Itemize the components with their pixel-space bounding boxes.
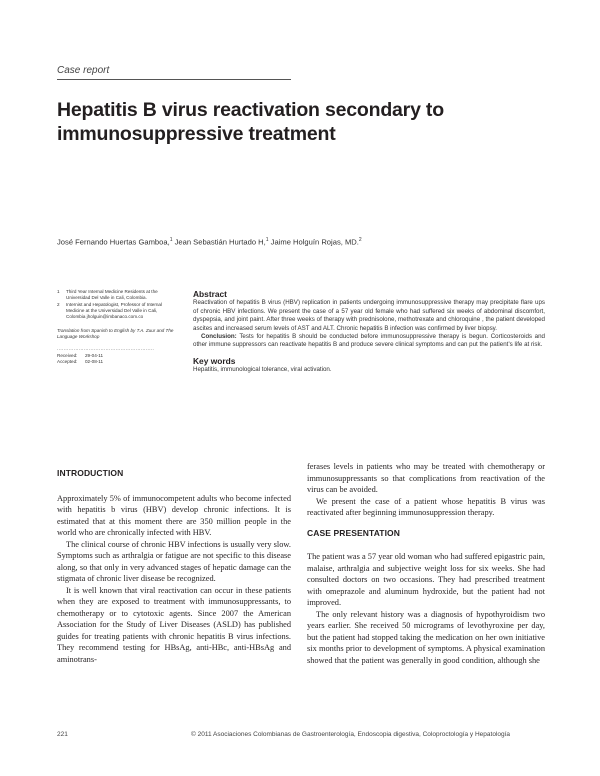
author-list: [57, 235, 537, 248]
conclusion-text: Tests for hepatitis B should be conducted before immunosuppressive therapy is begun. Corticosteroids and other immune suppressors can reactivate hepatitis B and produce severe clinical symptoms and can put the patient’s life at risk.: [193, 333, 545, 349]
copyright-notice: © 2011 Asociaciones Colombianas de Gastroenterología, Endoscopia digestiva, Coloproctología y Hepatología: [191, 731, 511, 738]
body-paragraph: The patient was a 57 year old woman who had suffered epigastric pain, malaise, arthralgia and subjective weight loss for six weeks. She had consulted doctors on two occasions. They had prescribed treatment with omeprazole and aluminum hydroxide, but the patient had not improved.: [307, 552, 545, 607]
abstract-body: Reactivation of hepatitis B virus (HBV) replication in patients undergoing immunosuppressive therapy may precipitate flare ups of chronic HBV infections. We present the case of a 57 year old female who had suffered six weeks of abdominal discomfort, dyspepsia, and joint paint. After three weeks of therapy with prednisolone, methotrexate and chloroquine , the patient developed ascites and increased serum levels of AST and ALT. Chronic hepatitis B infection was confirmed by liver biopsy.: [193, 299, 545, 332]
body-paragraph: ferases levels in patients who may be treated with chemotherapy or immunosuppressants so that complications from reactivation of the virus can be avoided.: [307, 462, 545, 494]
affiliation-text: Internist and Hepatologist, Professor of Internal Medicine at the Universidad Del Valle in Cali, Colombia jholguin@imbanaco.com.co: [66, 302, 163, 319]
accepted-date: 02-08-11: [85, 359, 104, 364]
affiliation-number: 2: [57, 302, 60, 307]
body-paragraph: Approximately 5% of immunocompetent adults who become infected with hepatitis b virus (HBV) develop chronic infections. It is estimated that at this moment there are 350 million people in the world who are chronically infected with HBV.: [57, 493, 291, 537]
author-name: Jean Sebastián Hurtado H,: [172, 237, 266, 247]
introduction-heading: INTRODUCTION: [57, 468, 124, 478]
page-number: 221: [57, 731, 68, 738]
case-presentation-heading: CASE PRESENTATION: [307, 527, 401, 538]
received-label: Received:: [57, 353, 78, 358]
author-affiliation-mark: 1: [169, 237, 173, 243]
body-paragraph: The clinical course of chronic HBV infections is usually very slow. Symptoms such as arthralgia or fatigue are not specific to this disease along, so that only in very advanced stages of hepatic damage can the stigmata of chronic liver disease be recognized.: [57, 539, 291, 583]
section-label: Case report: [57, 65, 110, 76]
body-paragraph: It is well known that viral reactivation can occur in these patients when they are exposed to treatment with immunosuppressants, to chemotherapy or to cytotoxic agents. Since 2007 the American Association for the Study of Liver Diseases (ASLD) has published guides for treating patients with chronic hepatitis B virus infections. They recommend testing for HBsAg, anti-HBc, anti-HBsAg and aminotrans-: [57, 585, 291, 664]
author-affiliation-mark: 2: [358, 237, 362, 243]
received-date: 29-04-11: [85, 353, 104, 358]
affiliation-number: 1: [57, 289, 60, 294]
article-dates: [57, 353, 175, 365]
accepted-label: Accepted:: [57, 359, 78, 364]
section-divider: [57, 79, 291, 80]
body-paragraph: We present the case of a patient whose hepatitis B virus was reactivated after beginning immunosuppression therapy.: [307, 496, 545, 517]
author-name: Jaime Holguín Rojas, MD.: [268, 237, 359, 247]
author-name: José Fernando Huertas Gamboa,: [57, 237, 170, 247]
author-affiliation-mark: 1: [265, 237, 269, 243]
keywords-text: Hepatitis, immunological tolerance, viral activation.: [193, 366, 332, 374]
keywords-heading: Key words: [193, 355, 236, 366]
affiliation: [57, 289, 175, 301]
article-sidebar: [57, 289, 175, 365]
body-column-left: [57, 468, 291, 665]
body-paragraph: The only relevant history was a diagnosis of hypothyroidism two years earlier. She received 50 micrograms of levothyroxine per day, but the patient had stopped taking the medication on her own initiative six months prior to development of symptoms. A physical examination showed that the patient was generally in good condition, although she: [307, 609, 545, 665]
body-column-right: [307, 461, 545, 666]
affiliation-text: Third Year Internal Medicine Residents at the Universidad Del Valle in Cali, Colombia.: [66, 289, 158, 300]
article-title: Hepatitis B virus reactivation secondary to immunosuppressive treatment: [57, 99, 444, 145]
abstract-conclusion: [193, 333, 545, 350]
sidebar-divider: ..........................................................: [57, 346, 155, 351]
abstract-heading: Abstract: [193, 289, 227, 299]
affiliation: [57, 302, 175, 320]
translation-note: Translation from Spanish to English by T.A. Zuur and The Language Workshop: [57, 328, 174, 339]
abstract-section: [193, 290, 545, 375]
conclusion-label: Conclusion:: [201, 333, 237, 341]
